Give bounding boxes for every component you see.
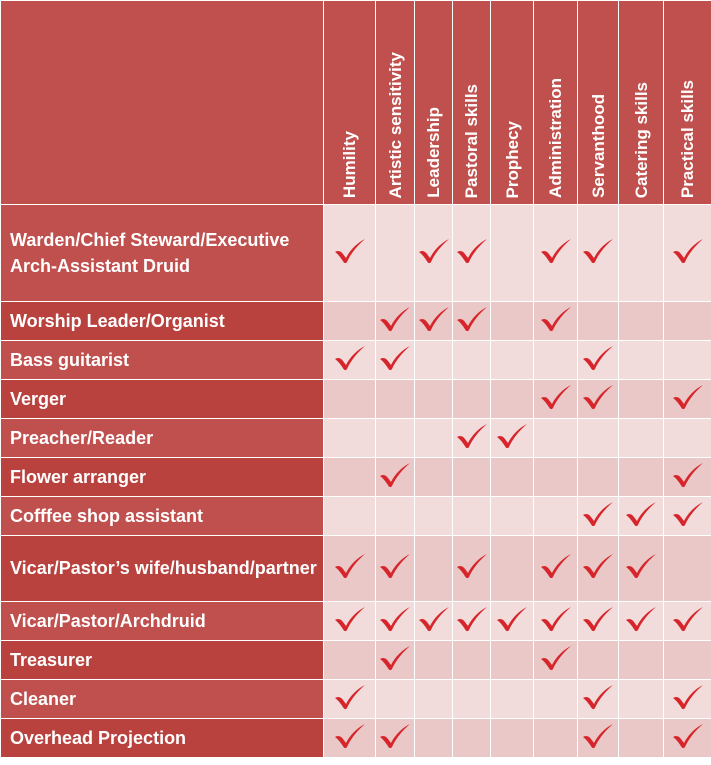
matrix-cell bbox=[534, 205, 578, 302]
checkmark-icon bbox=[671, 501, 705, 527]
row-label: Treasurer bbox=[1, 641, 324, 680]
table-row bbox=[1, 458, 711, 497]
checkmark-icon bbox=[671, 384, 705, 410]
matrix-cell bbox=[664, 680, 711, 719]
checkmark-icon bbox=[539, 645, 573, 671]
matrix-cell bbox=[376, 602, 415, 641]
checkmark-icon bbox=[671, 684, 705, 710]
matrix-cell bbox=[664, 602, 711, 641]
matrix-cell bbox=[324, 205, 376, 302]
column-header bbox=[376, 1, 415, 205]
matrix-cell bbox=[619, 641, 664, 680]
matrix-cell bbox=[578, 641, 619, 680]
matrix-cell bbox=[376, 458, 415, 497]
table-row bbox=[1, 302, 711, 341]
matrix-cell bbox=[534, 341, 578, 380]
matrix-cell bbox=[415, 205, 453, 302]
table-row bbox=[1, 419, 711, 458]
matrix-cell bbox=[376, 536, 415, 602]
matrix-cell bbox=[376, 380, 415, 419]
matrix-cell bbox=[453, 302, 491, 341]
matrix-cell bbox=[534, 536, 578, 602]
checkmark-icon bbox=[417, 238, 451, 264]
matrix-cell bbox=[664, 341, 711, 380]
matrix-cell bbox=[324, 680, 376, 719]
checkmark-icon bbox=[455, 423, 489, 449]
matrix-cell bbox=[415, 341, 453, 380]
matrix-cell bbox=[578, 419, 619, 458]
matrix-cell bbox=[664, 419, 711, 458]
column-header bbox=[415, 1, 453, 205]
matrix-cell bbox=[491, 341, 534, 380]
checkmark-icon bbox=[378, 306, 412, 332]
matrix-cell bbox=[578, 458, 619, 497]
matrix-cell bbox=[376, 497, 415, 536]
matrix-cell bbox=[453, 602, 491, 641]
checkmark-icon bbox=[581, 238, 615, 264]
matrix-cell bbox=[415, 680, 453, 719]
checkmark-icon bbox=[455, 606, 489, 632]
matrix-cell bbox=[491, 380, 534, 419]
matrix-cell bbox=[324, 302, 376, 341]
checkmark-icon bbox=[455, 238, 489, 264]
column-header-label: Prophecy bbox=[502, 120, 522, 198]
matrix-cell bbox=[578, 341, 619, 380]
matrix-cell bbox=[534, 380, 578, 419]
checkmark-icon bbox=[539, 238, 573, 264]
row-label: Flower arranger bbox=[1, 458, 324, 497]
matrix-cell bbox=[491, 641, 534, 680]
matrix-cell bbox=[415, 641, 453, 680]
checkmark-icon bbox=[624, 606, 658, 632]
column-header-label: Artistic sensitivity bbox=[385, 51, 405, 198]
matrix-cell bbox=[619, 719, 664, 758]
column-header bbox=[324, 1, 376, 205]
matrix-cell bbox=[324, 458, 376, 497]
matrix-cell bbox=[324, 380, 376, 419]
matrix-cell bbox=[415, 497, 453, 536]
checkmark-icon bbox=[581, 684, 615, 710]
checkmark-icon bbox=[495, 423, 529, 449]
matrix-cell bbox=[324, 719, 376, 758]
matrix-cell bbox=[324, 341, 376, 380]
checkmark-icon bbox=[671, 462, 705, 488]
matrix-cell bbox=[415, 536, 453, 602]
table-row bbox=[1, 602, 711, 641]
checkmark-icon bbox=[333, 606, 367, 632]
matrix-cell bbox=[578, 302, 619, 341]
checkmark-icon bbox=[333, 345, 367, 371]
matrix-cell bbox=[491, 205, 534, 302]
checkmark-icon bbox=[539, 553, 573, 579]
matrix-body bbox=[1, 205, 711, 758]
matrix-cell bbox=[415, 380, 453, 419]
matrix-cell bbox=[491, 680, 534, 719]
matrix-cell bbox=[453, 536, 491, 602]
checkmark-icon bbox=[581, 606, 615, 632]
column-header-label: Practical skills bbox=[678, 79, 697, 198]
matrix-cell bbox=[619, 302, 664, 341]
table-row bbox=[1, 719, 711, 758]
matrix-cell bbox=[578, 380, 619, 419]
checkmark-icon bbox=[539, 384, 573, 410]
matrix-cell bbox=[491, 602, 534, 641]
matrix-cell bbox=[453, 719, 491, 758]
checkmark-icon bbox=[539, 606, 573, 632]
checkmark-icon bbox=[333, 723, 367, 749]
matrix-cell bbox=[664, 205, 711, 302]
matrix-cell bbox=[664, 719, 711, 758]
checkmark-icon bbox=[378, 553, 412, 579]
matrix-cell bbox=[453, 641, 491, 680]
column-header bbox=[453, 1, 491, 205]
row-label: Cofffee shop assistant bbox=[1, 497, 324, 536]
matrix-cell bbox=[324, 641, 376, 680]
matrix-cell bbox=[324, 419, 376, 458]
matrix-cell bbox=[324, 497, 376, 536]
column-header-label: Catering skills bbox=[631, 81, 651, 198]
matrix-cell bbox=[664, 458, 711, 497]
checkmark-icon bbox=[624, 501, 658, 527]
matrix-cell bbox=[534, 302, 578, 341]
checkmark-icon bbox=[581, 345, 615, 371]
table-row bbox=[1, 680, 711, 719]
matrix-cell bbox=[376, 205, 415, 302]
matrix-cell bbox=[415, 419, 453, 458]
column-header bbox=[619, 1, 664, 205]
checkmark-icon bbox=[455, 553, 489, 579]
matrix-cell bbox=[491, 458, 534, 497]
matrix-cell bbox=[491, 536, 534, 602]
matrix-cell bbox=[534, 719, 578, 758]
matrix-cell bbox=[619, 205, 664, 302]
corner-cell bbox=[1, 1, 324, 205]
matrix-cell bbox=[491, 497, 534, 536]
checkmark-icon bbox=[671, 606, 705, 632]
header-row bbox=[1, 1, 711, 205]
matrix-cell bbox=[619, 497, 664, 536]
matrix-cell bbox=[619, 341, 664, 380]
checkmark-icon bbox=[333, 553, 367, 579]
matrix-cell bbox=[415, 302, 453, 341]
matrix-cell bbox=[415, 719, 453, 758]
table-row bbox=[1, 205, 711, 302]
matrix-cell bbox=[324, 602, 376, 641]
checkmark-icon bbox=[581, 384, 615, 410]
matrix-cell bbox=[491, 719, 534, 758]
table-row bbox=[1, 341, 711, 380]
row-label: Cleaner bbox=[1, 680, 324, 719]
table-row bbox=[1, 380, 711, 419]
matrix-cell bbox=[376, 341, 415, 380]
table-row bbox=[1, 641, 711, 680]
matrix-cell bbox=[376, 641, 415, 680]
table-row bbox=[1, 536, 711, 602]
matrix-cell bbox=[534, 641, 578, 680]
matrix-cell bbox=[453, 380, 491, 419]
matrix-cell bbox=[619, 680, 664, 719]
matrix-cell bbox=[578, 497, 619, 536]
checkmark-icon bbox=[417, 306, 451, 332]
checkmark-icon bbox=[581, 553, 615, 579]
matrix-cell bbox=[491, 419, 534, 458]
matrix-cell bbox=[453, 458, 491, 497]
checkmark-icon bbox=[671, 238, 705, 264]
checkmark-icon bbox=[378, 462, 412, 488]
row-label: Verger bbox=[1, 380, 324, 419]
column-header-label: Pastoral skills bbox=[462, 83, 481, 198]
column-header bbox=[664, 1, 711, 205]
checkmark-icon bbox=[671, 723, 705, 749]
matrix-cell bbox=[376, 719, 415, 758]
column-header bbox=[491, 1, 534, 205]
checkmark-icon bbox=[378, 723, 412, 749]
matrix-cell bbox=[664, 641, 711, 680]
matrix-cell bbox=[664, 302, 711, 341]
checkmark-icon bbox=[378, 645, 412, 671]
checkmark-icon bbox=[539, 306, 573, 332]
matrix-cell bbox=[376, 302, 415, 341]
column-header bbox=[534, 1, 578, 205]
checkmark-icon bbox=[624, 553, 658, 579]
matrix-cell bbox=[664, 380, 711, 419]
matrix-cell bbox=[453, 680, 491, 719]
checkmark-icon bbox=[581, 501, 615, 527]
matrix-cell bbox=[578, 602, 619, 641]
matrix-cell bbox=[534, 497, 578, 536]
matrix-cell bbox=[578, 680, 619, 719]
matrix-cell bbox=[534, 602, 578, 641]
matrix-cell bbox=[578, 719, 619, 758]
column-header-label: Administration bbox=[546, 78, 565, 198]
table-row bbox=[1, 497, 711, 536]
matrix-cell bbox=[534, 458, 578, 497]
matrix-cell bbox=[415, 602, 453, 641]
matrix-cell bbox=[578, 536, 619, 602]
checkmark-icon bbox=[495, 606, 529, 632]
matrix-cell bbox=[453, 419, 491, 458]
row-label: Bass guitarist bbox=[1, 341, 324, 380]
row-label: Vicar/Pastor’s wife/husband/partner bbox=[1, 536, 324, 602]
matrix-cell bbox=[578, 205, 619, 302]
matrix-cell bbox=[534, 680, 578, 719]
column-header bbox=[578, 1, 619, 205]
matrix-cell bbox=[664, 536, 711, 602]
row-label: Worship Leader/Organist bbox=[1, 302, 324, 341]
matrix-cell bbox=[491, 302, 534, 341]
matrix-cell bbox=[619, 380, 664, 419]
matrix-cell bbox=[664, 497, 711, 536]
checkmark-icon bbox=[455, 306, 489, 332]
column-header-label: Servanthood bbox=[588, 94, 608, 198]
row-label: Vicar/Pastor/Archdruid bbox=[1, 602, 324, 641]
row-label: Preacher/Reader bbox=[1, 419, 324, 458]
matrix-cell bbox=[619, 419, 664, 458]
matrix-cell bbox=[619, 536, 664, 602]
checkmark-icon bbox=[378, 606, 412, 632]
matrix-cell bbox=[415, 458, 453, 497]
checkmark-icon bbox=[378, 345, 412, 371]
matrix-cell bbox=[376, 680, 415, 719]
checkmark-icon bbox=[581, 723, 615, 749]
checkmark-icon bbox=[333, 684, 367, 710]
matrix-cell bbox=[324, 536, 376, 602]
column-header-label: Humility bbox=[340, 130, 359, 198]
matrix-cell bbox=[534, 419, 578, 458]
column-header-label: Leadership bbox=[424, 107, 443, 198]
matrix-cell bbox=[619, 458, 664, 497]
matrix-cell bbox=[453, 341, 491, 380]
matrix-cell bbox=[453, 205, 491, 302]
matrix-cell bbox=[619, 602, 664, 641]
checkmark-icon bbox=[417, 606, 451, 632]
row-label: Warden/Chief Steward/Executive Arch-Assistant Druid bbox=[1, 205, 324, 302]
row-label: Overhead Projection bbox=[1, 719, 324, 758]
checkmark-icon bbox=[333, 238, 367, 264]
matrix-cell bbox=[376, 419, 415, 458]
matrix-cell bbox=[453, 497, 491, 536]
